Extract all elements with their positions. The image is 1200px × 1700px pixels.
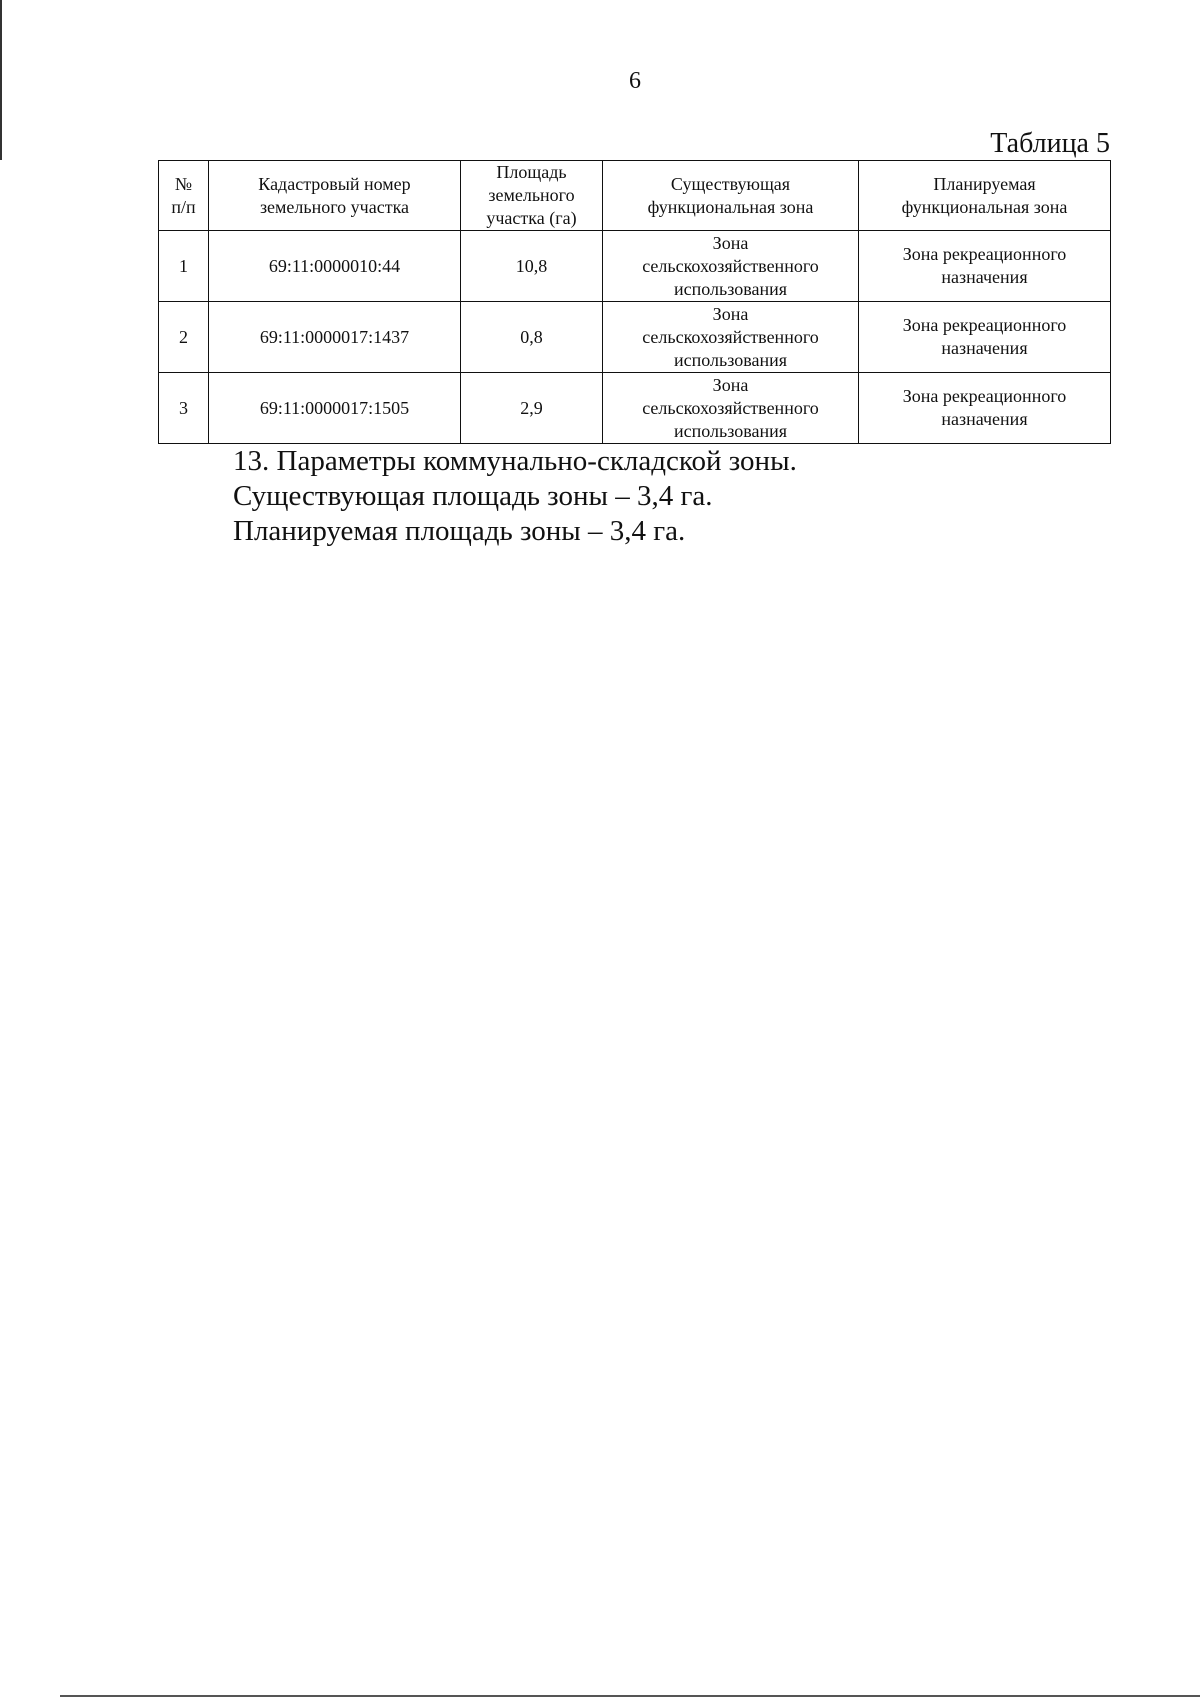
cell-cadastral-number: 69:11:0000017:1437 — [209, 302, 461, 373]
table-row — [159, 373, 1111, 444]
zone-parameters — [233, 444, 797, 549]
cell-existing-zone: Зона сельскохозяйственного использования — [603, 231, 859, 302]
cell-planned-zone: Зона рекреационного назначения — [859, 373, 1111, 444]
table-row — [159, 231, 1111, 302]
header-cadastral-number: Кадастровый номер земельного участка — [209, 161, 461, 231]
existing-area-text: Существующая площадь зоны – 3,4 га. — [233, 480, 713, 512]
cell-planned-zone: Зона рекреационного назначения — [859, 231, 1111, 302]
cell-plot-area: 10,8 — [461, 231, 603, 302]
zones-table — [158, 160, 1111, 444]
cell-existing-zone: Зона сельскохозяйственного использования — [603, 302, 859, 373]
cell-number: 3 — [159, 373, 209, 444]
planned-area-text: Планируемая площадь зоны – 3,4 га. — [233, 515, 686, 547]
cell-cadastral-number: 69:11:0000017:1505 — [209, 373, 461, 444]
table-caption: Таблица 5 — [990, 128, 1110, 159]
cell-plot-area: 2,9 — [461, 373, 603, 444]
header-number: № п/п — [159, 161, 209, 231]
cell-existing-zone: Зона сельскохозяйственного использования — [603, 373, 859, 444]
cell-plot-area: 0,8 — [461, 302, 603, 373]
header-planned-zone: Планируемая функциональная зона — [859, 161, 1111, 231]
cell-number: 2 — [159, 302, 209, 373]
section-heading: 13. Параметры коммунально-складской зоны. — [233, 445, 797, 477]
scan-bottom-edge — [60, 1695, 1200, 1697]
cell-number: 1 — [159, 231, 209, 302]
table-row — [159, 302, 1111, 373]
page-number: 6 — [629, 68, 641, 94]
header-plot-area: Площадь земельного участка (га) — [461, 161, 603, 231]
header-existing-zone: Существующая функциональная зона — [603, 161, 859, 231]
table-header-row — [159, 161, 1111, 231]
cell-cadastral-number: 69:11:0000010:44 — [209, 231, 461, 302]
cell-planned-zone: Зона рекреационного назначения — [859, 302, 1111, 373]
